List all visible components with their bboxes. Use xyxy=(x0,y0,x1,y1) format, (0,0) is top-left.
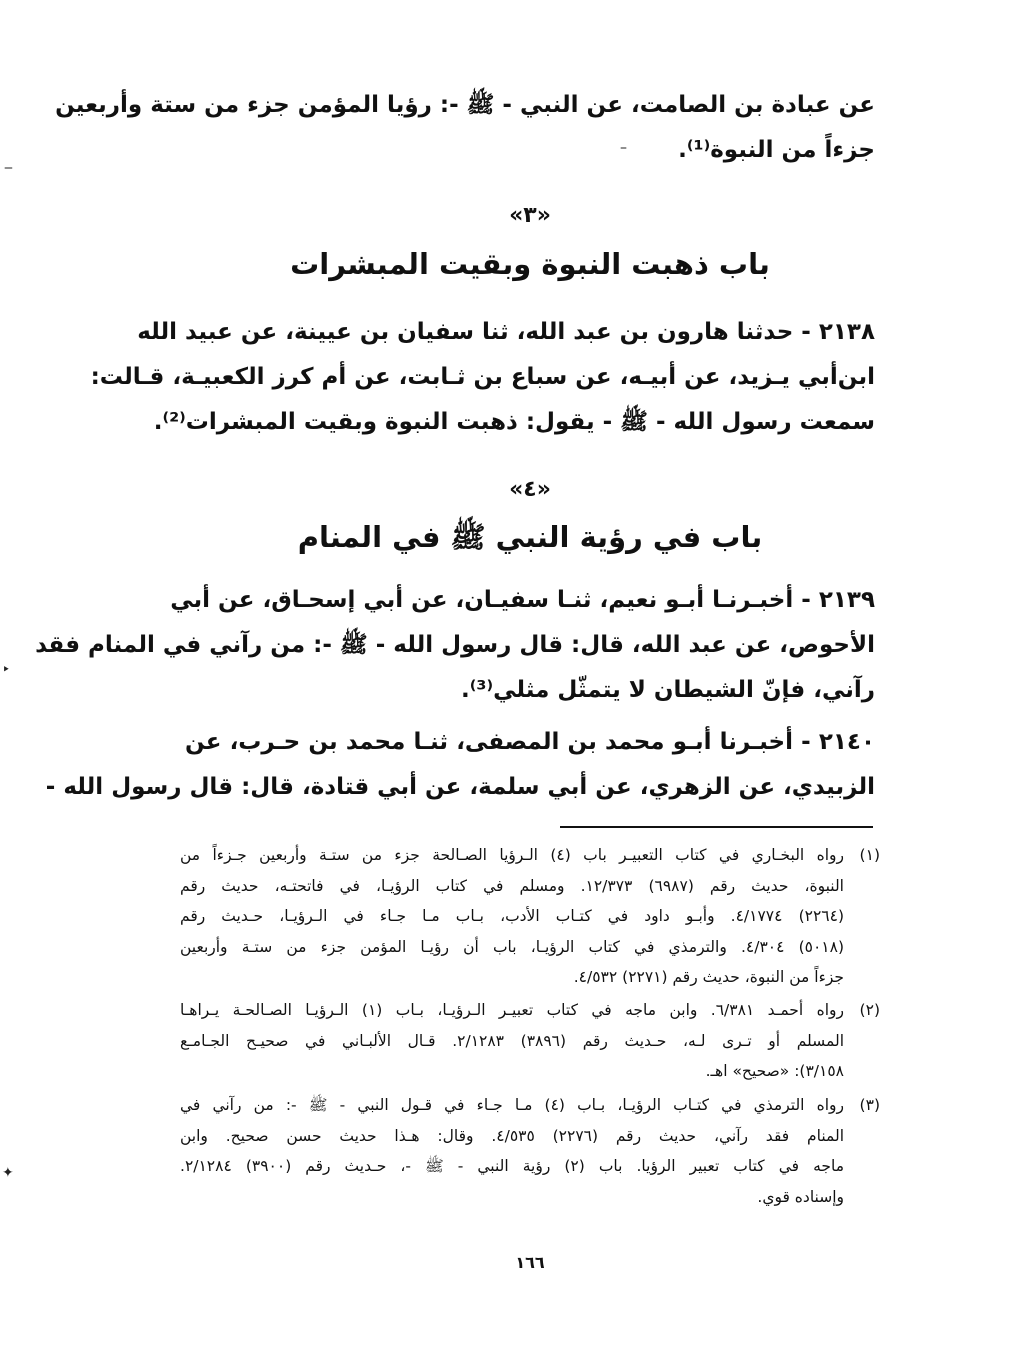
footnote-line: (٥٠١٨) ٤/٣٠٤. والترمذي في كتاب الرؤيـا، باب أن رؤيـا المؤمن جزء من ستـة وأربعين xyxy=(180,937,844,956)
footnote-line: النبوة، حديث رقم (٦٩٨٧) ١٢/٣٧٣. ومسلم في كتاب الرؤيـا، في فاتحتـه، حديث رقم xyxy=(180,876,844,895)
footnote-line: ٣/١٥٨): «صحيح» اهـ. xyxy=(705,1062,844,1080)
scan-mark-icon: ‒ xyxy=(4,160,13,176)
footnote-line: رواه أحمـد ٦/٣٨١. وابن ماجه في كتاب تعبيـر الـرؤيـا، بـاب (١) الـرؤيـا الصـالحـة يـراهـا xyxy=(180,1001,844,1019)
footnote-line: (٢٢٦٤) ٤/١٧٧٤. وأبـو داود في كتـاب الأدب، بـاب مـا جـاء في الـرؤيـا، حـديث رقم xyxy=(180,907,844,925)
text-line: سمعت رسول الله - ﷺ - يقول: ذهبت النبوة وبقيت المبشرات⁽²⁾. xyxy=(153,409,875,435)
scan-mark-icon: ‣ xyxy=(2,662,11,678)
section-4-number: «٤» xyxy=(509,477,551,502)
footnote-1 xyxy=(180,840,880,993)
footnote-2 xyxy=(180,995,880,1087)
continuation-paragraph xyxy=(55,83,875,173)
footnote-number: (٢) xyxy=(859,1001,880,1019)
text-line: جزءاً من النبوة⁽¹⁾. xyxy=(678,137,875,163)
text-line: الزبيدي، عن الزهري، عن أبي سلمة، عن أبي قتادة، قال: قال رسول الله - xyxy=(45,774,875,800)
footnote-line: وإسناده قوي. xyxy=(757,1187,844,1206)
scan-mark-icon: ✦ xyxy=(2,1165,14,1181)
hadith-2140 xyxy=(45,720,875,810)
footnote-number: (٣) xyxy=(859,1096,880,1114)
text-line: الأحوص، عن عبد الله، قال: قال رسول الله - ﷺ -: من رآني في المنام فقد xyxy=(35,632,875,658)
footnote-body xyxy=(180,1090,844,1212)
footnote-line: رواه البخـاري في كتاب التعبيـر باب (٤) الـرؤيا الصـالحة جزء من ستـة وأربعين جـزءاً من xyxy=(180,846,844,864)
hadith-2138 xyxy=(90,310,875,445)
footnote-line: المنام فقد رآني، حديث رقم (٢٢٧٦) ٤/٥٣٥. وقال: هـذا حديث حسن صحيح. وابن xyxy=(180,1126,845,1145)
footnote-line: ماجه في كتاب تعبير الرؤيا. باب (٢) رؤية النبي - ﷺ -، حـديث رقم (٣٩٠٠) ٢/١٢٨٤. xyxy=(180,1157,844,1175)
text-line: ابن‌أبي يـزيد، عن أبيـه، عن سباع بن ثـابت، عن أم كرز الكعبيـة، قـالت: xyxy=(90,364,875,390)
footnote-body xyxy=(180,995,844,1087)
text-line: ٢١٤٠ - أخبـرنا أبـو محمد بن المصفى، ثنـا محمد بن حـرب، عن xyxy=(185,729,875,755)
footnote-line: جزءاً من النبوة، حديث رقم (٢٢٧١) ٤/٥٣٢. xyxy=(573,968,844,986)
footnote-separator xyxy=(560,826,873,828)
section-3-number: «٣» xyxy=(509,203,551,228)
hadith-2139 xyxy=(35,578,875,713)
footnote-3 xyxy=(180,1090,880,1212)
scan-mark-icon: – xyxy=(620,140,627,156)
section-4-title: باب في رؤية النبي ﷺ في المنام xyxy=(297,520,763,554)
page-number: ١٦٦ xyxy=(515,1253,545,1272)
text-line: عن عبادة بن الصامت، عن النبي - ﷺ -: رؤيا المؤمن جزء من ستة وأربعين xyxy=(55,92,875,118)
text-line: ٢١٣٨ - حدثنا هارون بن عبد الله، ثنا سفيان بن عيينة، عن عبيد الله xyxy=(137,319,875,345)
footnote-body xyxy=(180,840,844,993)
footnote-number: (١) xyxy=(859,846,880,864)
footnote-line: رواه الترمذي في كتـاب الرؤيـا، بـاب (٤) مـا جـاء في قـول النبي - ﷺ -: من رآني في xyxy=(180,1096,844,1114)
text-line: ٢١٣٩ - أخبـرنـا أبـو نعيم، ثنـا سفيـان، عن أبي إسحـاق، عن أبي xyxy=(170,587,875,613)
text-line: رآني، فإنّ الشيطان لا يتمثّل مثلي⁽³⁾. xyxy=(461,677,875,703)
footnote-line: المسلم أو تـرى لـه، حـديث رقم (٣٨٩٦) ٢/١٢٨٣. قـال الألبـاني في صحيـح الجـامـع xyxy=(180,1031,844,1050)
section-3-title: باب ذهبت النبوة وبقيت المبشرات xyxy=(290,247,770,281)
